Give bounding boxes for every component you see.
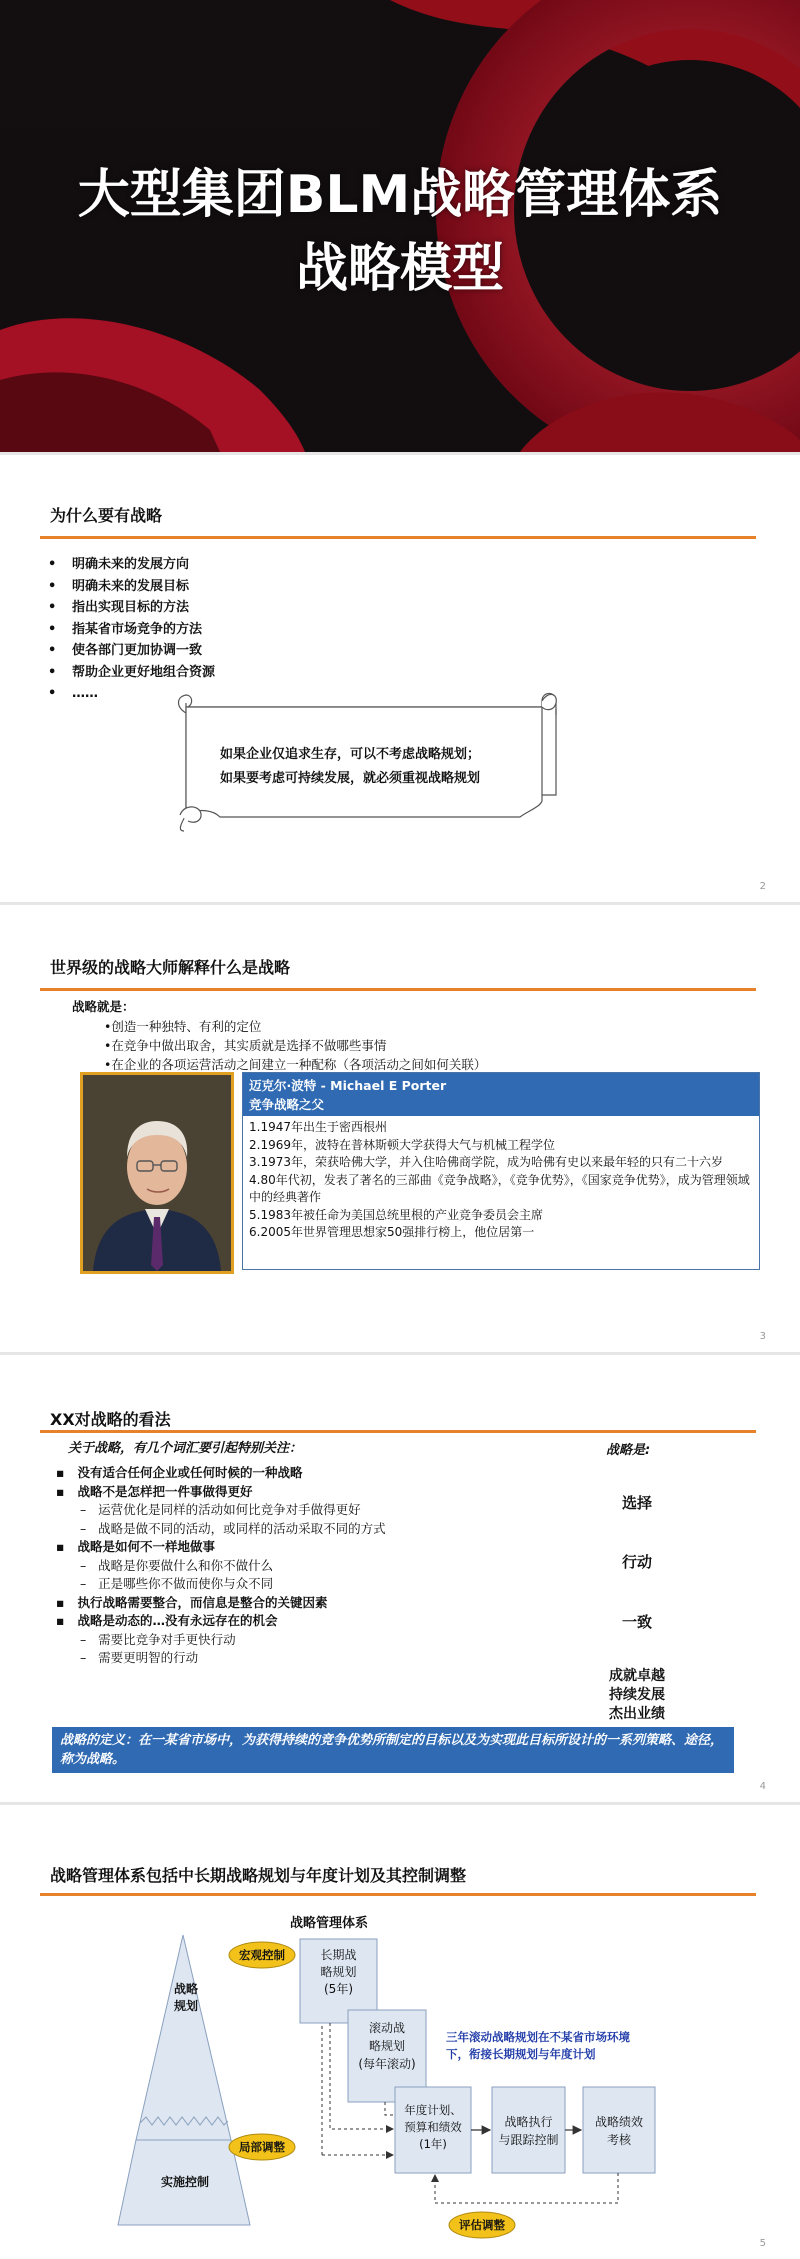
title-divider [40,988,756,991]
slide-why-strategy [0,455,800,902]
bio-header [243,1073,759,1116]
slide-porter [0,905,800,1352]
page-number: 4 [759,1781,766,1792]
bio-name: 迈克尔·波特 - Michael E Porter [249,1078,447,1093]
list-item: 3.1973年，荣获哈佛大学，并入住哈佛商学院，成为哈佛有史以来最年轻的只有二十六岁 [249,1155,723,1169]
list-item: – 正是哪些你不做而使你与众不同 [80,1576,274,1591]
pyramid-bottom-label: 实施控制 [160,2175,209,2189]
list-item: • 明确未来的发展方向 [48,557,190,572]
diagram-title: 战略管理体系 [290,1916,369,1931]
list-item: • …… [48,686,98,701]
definition-bar: 战略的定义：在一某省市场中，为获得持续的竞争优势所制定的目标以及为实现此目标所设计的一系列策略、途径，称为战略。 [52,1727,734,1773]
box-exec-label: 战略执行 与跟踪控制 [498,2115,559,2147]
list-item: – 需要更明智的行动 [80,1650,199,1665]
box-perf-label: 战略绩效 考核 [594,2115,643,2147]
list-item: • 帮助企业更好地组合资源 [48,664,216,680]
list-item: ▪ 执行战略需要整合，而信息是整合的关键因素 [56,1594,328,1610]
list-item: – 战略是你要做什么和你不做什么 [80,1557,274,1573]
list-item: 4.80年代初，发表了著名的三部曲《竞争战略》，《竞争优势》，《国家竞争优势》，成为管理领域中的经典著作 [249,1172,750,1204]
local-adjust-label: 局部调整 [239,2140,285,2154]
cover-title [0,158,800,306]
definition-point: •在竞争中做出取舍，其实质就是选择不做哪些事情 [104,1038,387,1053]
eval-adjust-label: 评估调整 [459,2218,505,2232]
pyramid-top-label: 战略 规划 [173,1982,198,2013]
list-item: • 使各部门更加协调一致 [48,643,203,658]
definition-point: •在企业的各项运营活动之间建立一种配称（各项活动之间如何关联） [104,1057,487,1072]
keyword: 行动 [621,1553,652,1571]
list-item: • 指某省市场竞争的方法 [48,621,203,637]
box-longterm-label: 长期战 略规划 (5年) [320,1948,357,1996]
list-item: ▪ 战略不是怎样把一件事做得更好 [56,1483,253,1499]
macro-control-label: 宏观控制 [239,1948,285,1962]
definition-point: •创造一种独特、有利的定位 [104,1019,262,1034]
list-item: ▪ 没有适合任何企业或任何时候的一种战略 [56,1465,303,1480]
list-item: 1.1947年出生于密西根州 [249,1120,387,1134]
list-item: ▪ 战略是如何不一样地做事 [56,1539,216,1554]
list-item: • 指出实现目标的方法 [48,600,190,615]
rolling-plan-note: 三年滚动战略规划在不某省市场环境下，衔接长期规划与年度计划 [446,2030,630,2061]
box-rolling-label: 滚动战 略规划 (每年滚动) [358,2021,416,2071]
subtitle: 关于战略，有几个词汇要引起特别关注： [68,1441,303,1456]
porter-photo [80,1072,234,1274]
slide-title: 世界级的战略大师解释什么是战略 [50,958,291,977]
title-divider [40,1430,756,1433]
keyword: 选择 [621,1494,652,1512]
bio-facts [249,1119,759,1242]
page-number: 5 [759,2238,766,2249]
keyword: 杰出业绩 [609,1706,665,1722]
definition-intro: 战略就是： [72,999,135,1014]
slide-management-system [0,1805,800,2259]
right-header: 战略是: [606,1443,651,1458]
slide-views-on-strategy [0,1355,800,1802]
views-list [56,1463,386,1667]
cover-title-line2: 战略模型 [295,239,504,299]
list-item: 2.1969年，波特在普林斯顿大学获得大气与机械工程学位 [249,1137,555,1152]
pyramid-top [136,1935,231,2140]
cover-slide [0,0,800,452]
page-number: 2 [759,881,766,892]
portrait-image [83,1075,231,1271]
list-item: • 明确未来的发展目标 [48,578,190,594]
list-item: – 战略是做不同的活动，或同样的活动采取不同的方式 [80,1520,386,1536]
list-item: – 运营优化是同样的活动如何比竞争对手做得更好 [80,1502,361,1517]
scroll-banner [0,455,800,902]
slide-title: XX对战略的看法 [50,1410,171,1429]
list-item: ▪ 战略是动态的…没有永远存在的机会 [56,1613,278,1628]
cover-title-line1: 大型集团BLM战略管理体系 [77,165,723,225]
slide-title: 战略管理体系包括中长期战略规划与年度计划及其控制调整 [50,1866,467,1885]
scroll-text: 如果企业仅追求生存，可以不考虑战略规划； 如果要考虑可持续发展，就必须重视战略规划 [220,747,481,786]
porter-bio-box [242,1072,760,1270]
bio-subtitle: 竞争战略之父 [249,1097,325,1112]
keyword: 持续发展 [609,1687,665,1703]
slide-title: 为什么要有战略 [50,506,163,525]
list-item: 6.2005年世界管理思想家50强排行榜上，他位居第一 [249,1225,535,1239]
page-number: 3 [759,1331,766,1342]
list-item: – 需要比竞争对手更快行动 [80,1631,236,1647]
list-item: 5.1983年被任命为美国总统里根的产业竞争委员会主席 [249,1207,543,1222]
keyword: 一致 [621,1613,652,1631]
keyword: 成就卓越 [609,1668,665,1684]
box-annual-label: 年度计划、 预算和绩效 (1年) [404,2103,462,2151]
